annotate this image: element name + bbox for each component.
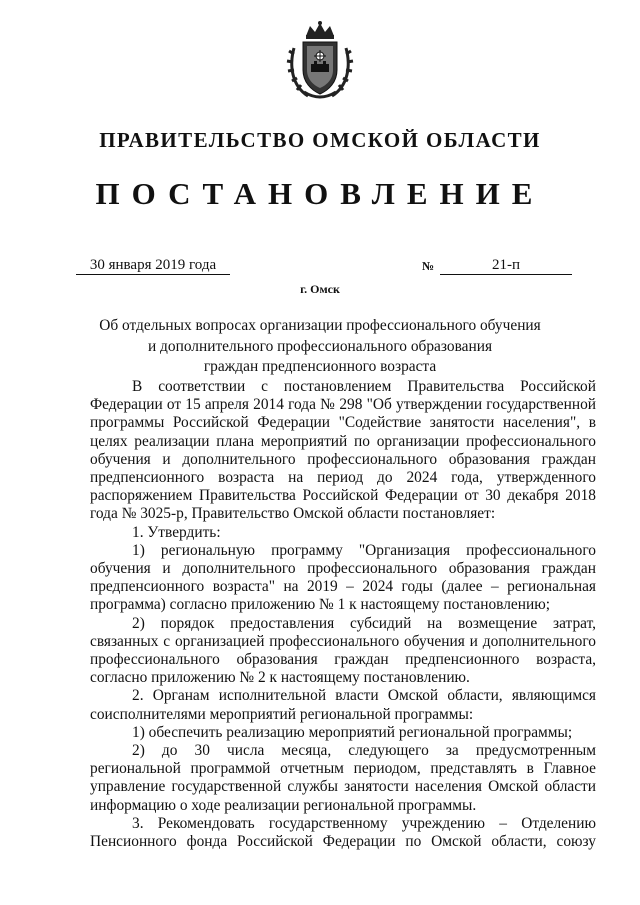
paragraph-item-1: 1. Утвердить: [132,523,221,541]
document-type: ПОСТАНОВЛЕНИЕ [95,176,545,211]
paragraph-item-2-2: 2) до 30 числа месяца, следующего за предусмотренным региональной программой отчетным периодом, представлять в Главное управление государственной службы занятости населения Омской области информацию о ходе реализации региональной программы. [90,742,596,814]
number-label: № [422,259,435,273]
document-number: 21-п [440,256,572,275]
city: г. Омск [300,282,340,296]
paragraph-item-1-1: 1) региональную программу "Организация профессионального обучения и дополнительного профессионального образования граждан предпенсионного возраста" на 2019 – 2024 годы (далее – региональная программа) согласно приложению № 1 к настоящему постановлению; [90,541,596,614]
document-title [70,316,570,378]
paragraph-item-2-1: 1) обеспечить реализацию мероприятий региональной программы; [132,723,573,741]
paragraph-preamble: В соответствии с постановлением Правительства Российской Федерации от 15 апреля 2014 года № 298 "Об утверждении государственной программы Российской Федерации "Содействие занятости населения", в целях реализации плана мероприятий по организации профессионального обучения и дополнительного профессионального образования граждан предпенсионного возраста на период до 2024 года, утвержденного распоряжением Правительства Российской Федерации от 30 декабря 2018 года № 3025-р, Правительство Омской области постановляет: [90,378,596,523]
document-date: 30 января 2019 года [76,256,230,275]
government-name: ПРАВИТЕЛЬСТВО ОМСКОЙ ОБЛАСТИ [99,128,541,152]
paragraph-item-3: 3. Рекомендовать государственному учреждению – Отделению Пенсионного фонда Российской Федерации по Омской области, союзу [90,814,596,851]
omsk-coat-of-arms-icon [286,20,354,102]
paragraph-item-1-2: 2) порядок предоставления субсидий на возмещение затрат, связанных с организацией профессионального обучения и дополнительного профессионального образования граждан предпенсионного возраста, согласно приложению № 2 к настоящему постановлению. [90,614,596,687]
title-line: Об отдельных вопросах организации профессионального обучения [99,317,541,334]
title-line: и дополнительного профессионального образования [147,337,493,355]
title-line: граждан предпенсионного возраста [203,358,437,375]
paragraph-item-2: 2. Органам исполнительной власти Омской области, являющимся соисполнителями мероприятий региональной программы: [90,687,596,723]
document-body [90,378,596,869]
